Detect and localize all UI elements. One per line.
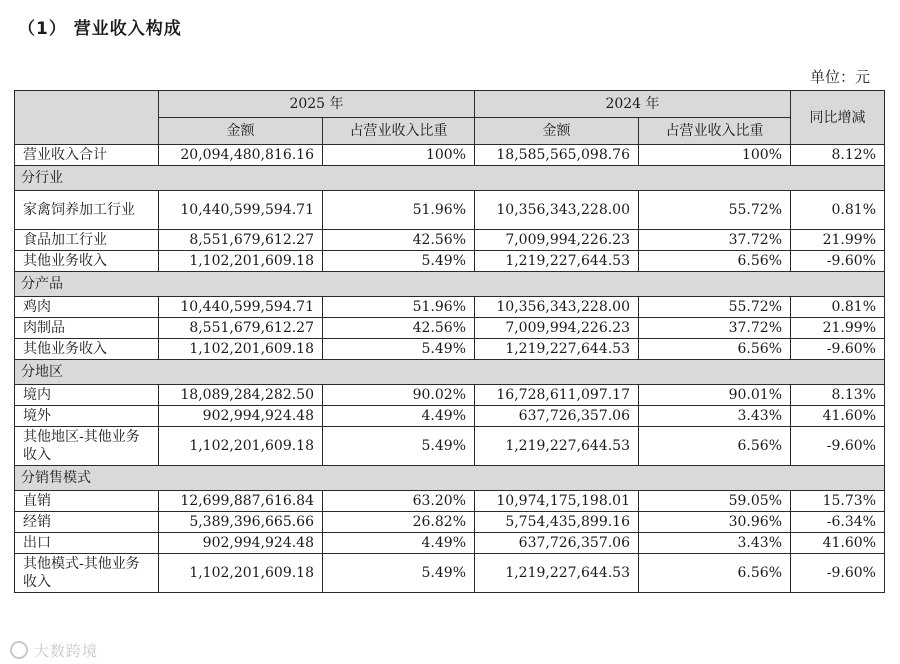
header-ratio-2025: 占营业收入比重	[323, 118, 475, 145]
yoy-change: 8.13%	[791, 385, 885, 406]
amount-2025: 8,551,679,612.27	[159, 318, 323, 339]
row-label: 经销	[15, 512, 159, 533]
row-label: 其他模式-其他业务收入	[15, 554, 159, 593]
table-row	[15, 339, 885, 360]
section-header-row	[15, 272, 885, 297]
ratio-2024: 6.56%	[639, 554, 791, 593]
ratio-2025: 51.96%	[323, 297, 475, 318]
table-row	[15, 230, 885, 251]
table-row-total	[15, 145, 885, 166]
ratio-2024: 37.72%	[639, 230, 791, 251]
ratio-2025: 90.02%	[323, 385, 475, 406]
ratio-2024: 6.56%	[639, 427, 791, 466]
yoy-change: 0.81%	[791, 191, 885, 230]
ratio-2025: 4.49%	[323, 533, 475, 554]
yoy-change: 8.12%	[791, 145, 885, 166]
row-label: 直销	[15, 491, 159, 512]
section-title: 分产品	[15, 272, 885, 297]
yoy-change: 21.99%	[791, 230, 885, 251]
ratio-2024: 55.72%	[639, 191, 791, 230]
table-row	[15, 385, 885, 406]
amount-2024: 5,754,435,899.16	[475, 512, 639, 533]
header-amount-2025: 金额	[159, 118, 323, 145]
row-label: 其他业务收入	[15, 339, 159, 360]
amount-2025: 8,551,679,612.27	[159, 230, 323, 251]
header-blank	[15, 91, 159, 145]
amount-2024: 7,009,994,226.23	[475, 230, 639, 251]
yoy-change: 21.99%	[791, 318, 885, 339]
row-label: 营业收入合计	[15, 145, 159, 166]
ratio-2025: 4.49%	[323, 406, 475, 427]
table-row	[15, 297, 885, 318]
amount-2025: 902,994,924.48	[159, 533, 323, 554]
section-title: （1） 营业收入构成	[18, 19, 182, 39]
table-row	[15, 318, 885, 339]
section-header-row	[15, 166, 885, 191]
ratio-2024: 6.56%	[639, 251, 791, 272]
amount-2024: 1,219,227,644.53	[475, 339, 639, 360]
row-label: 鸡肉	[15, 297, 159, 318]
unit-label: 单位：元	[809, 68, 870, 86]
table-row	[15, 491, 885, 512]
amount-2025: 5,389,396,665.66	[159, 512, 323, 533]
table-row	[15, 427, 885, 466]
ratio-2025: 42.56%	[323, 230, 475, 251]
ratio-2024: 100%	[639, 145, 791, 166]
table-row	[15, 533, 885, 554]
ratio-2024: 3.43%	[639, 406, 791, 427]
amount-2024: 1,219,227,644.53	[475, 427, 639, 466]
ratio-2024: 37.72%	[639, 318, 791, 339]
amount-2024: 10,356,343,228.00	[475, 191, 639, 230]
amount-2024: 16,728,611,097.17	[475, 385, 639, 406]
section-title: 分行业	[15, 166, 885, 191]
section-header-row	[15, 466, 885, 491]
amount-2025: 10,440,599,594.71	[159, 297, 323, 318]
row-label: 其他地区-其他业务收入	[15, 427, 159, 466]
row-label: 肉制品	[15, 318, 159, 339]
revenue-table	[14, 90, 885, 593]
yoy-change: -9.60%	[791, 427, 885, 466]
amount-2024: 10,974,175,198.01	[475, 491, 639, 512]
yoy-change: 41.60%	[791, 533, 885, 554]
table-row	[15, 406, 885, 427]
amount-2024: 1,219,227,644.53	[475, 554, 639, 593]
row-label: 食品加工行业	[15, 230, 159, 251]
row-label: 家禽饲养加工行业	[15, 191, 159, 230]
yoy-change: -9.60%	[791, 251, 885, 272]
ratio-2025: 26.82%	[323, 512, 475, 533]
amount-2025: 12,699,887,616.84	[159, 491, 323, 512]
yoy-change: -9.60%	[791, 554, 885, 593]
ratio-2024: 90.01%	[639, 385, 791, 406]
logo-icon	[10, 641, 28, 659]
row-label: 出口	[15, 533, 159, 554]
amount-2025: 10,440,599,594.71	[159, 191, 323, 230]
ratio-2025: 5.49%	[323, 339, 475, 360]
yoy-change: -6.34%	[791, 512, 885, 533]
amount-2025: 1,102,201,609.18	[159, 251, 323, 272]
table-row	[15, 512, 885, 533]
ratio-2025: 5.49%	[323, 554, 475, 593]
row-label: 境内	[15, 385, 159, 406]
section-header-row	[15, 360, 885, 385]
amount-2025: 18,089,284,282.50	[159, 385, 323, 406]
section-title: 分地区	[15, 360, 885, 385]
ratio-2024: 3.43%	[639, 533, 791, 554]
yoy-change: 15.73%	[791, 491, 885, 512]
amount-2024: 18,585,565,098.76	[475, 145, 639, 166]
ratio-2025: 42.56%	[323, 318, 475, 339]
ratio-2024: 59.05%	[639, 491, 791, 512]
header-year-2025: 2025 年	[159, 91, 475, 118]
amount-2025: 1,102,201,609.18	[159, 554, 323, 593]
table-row	[15, 191, 885, 230]
yoy-change: 0.81%	[791, 297, 885, 318]
yoy-change: 41.60%	[791, 406, 885, 427]
ratio-2024: 6.56%	[639, 339, 791, 360]
watermark-text: 大数跨境	[34, 642, 99, 660]
amount-2024: 10,356,343,228.00	[475, 297, 639, 318]
amount-2024: 637,726,357.06	[475, 406, 639, 427]
ratio-2025: 63.20%	[323, 491, 475, 512]
watermark	[10, 640, 98, 661]
ratio-2024: 55.72%	[639, 297, 791, 318]
header-ratio-2024: 占营业收入比重	[639, 118, 791, 145]
header-year-2024: 2024 年	[475, 91, 791, 118]
ratio-2025: 100%	[323, 145, 475, 166]
row-label: 境外	[15, 406, 159, 427]
amount-2025: 20,094,480,816.16	[159, 145, 323, 166]
header-amount-2024: 金额	[475, 118, 639, 145]
table-row	[15, 554, 885, 593]
ratio-2025: 51.96%	[323, 191, 475, 230]
amount-2024: 7,009,994,226.23	[475, 318, 639, 339]
yoy-change: -9.60%	[791, 339, 885, 360]
table-row	[15, 251, 885, 272]
amount-2024: 637,726,357.06	[475, 533, 639, 554]
amount-2025: 1,102,201,609.18	[159, 427, 323, 466]
ratio-2025: 5.49%	[323, 251, 475, 272]
amount-2024: 1,219,227,644.53	[475, 251, 639, 272]
section-title: 分销售模式	[15, 466, 885, 491]
row-label: 其他业务收入	[15, 251, 159, 272]
ratio-2025: 5.49%	[323, 427, 475, 466]
amount-2025: 1,102,201,609.18	[159, 339, 323, 360]
amount-2025: 902,994,924.48	[159, 406, 323, 427]
ratio-2024: 30.96%	[639, 512, 791, 533]
header-yoy: 同比增减	[791, 91, 885, 145]
